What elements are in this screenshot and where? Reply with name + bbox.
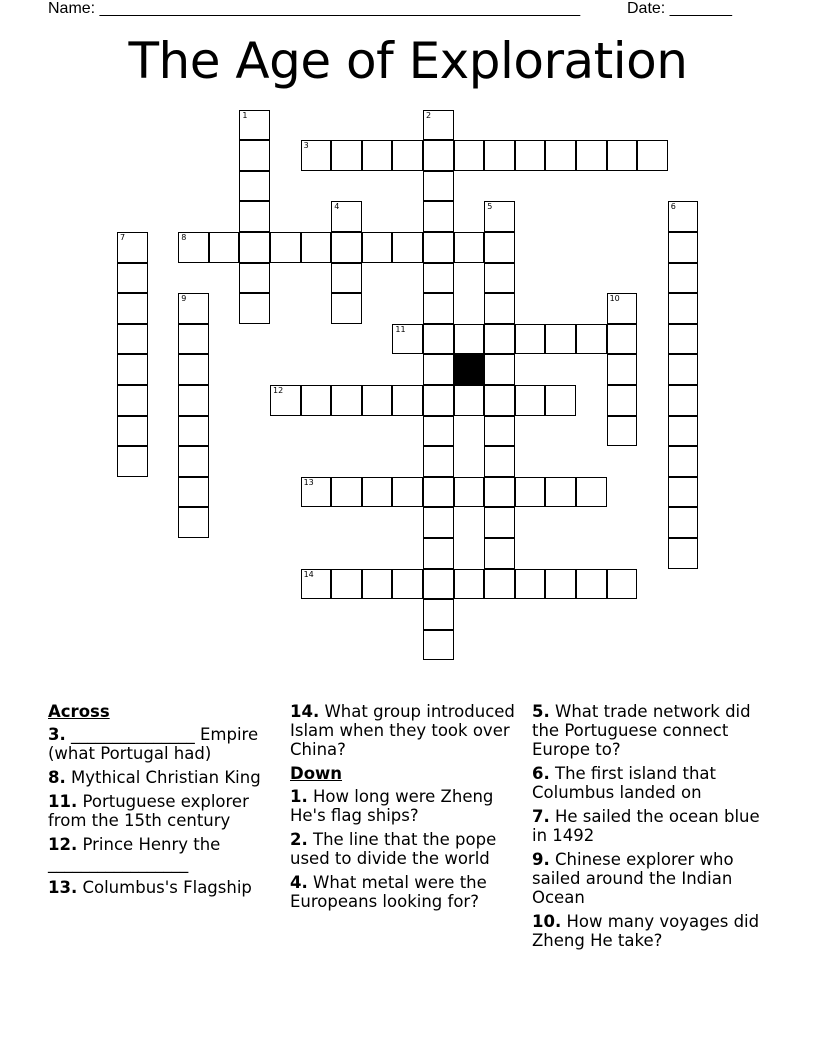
clue-column-1 <box>48 702 280 902</box>
grid-cell[interactable] <box>331 201 362 232</box>
grid-cell[interactable] <box>331 140 362 171</box>
clue-number: 2 <box>426 110 432 120</box>
clue-column-3 <box>532 702 764 955</box>
grid-cell[interactable] <box>301 385 332 416</box>
grid-cell[interactable] <box>362 569 393 600</box>
grid-cell[interactable] <box>178 446 209 477</box>
down-clue: 6. The first island that Columbus landed on <box>532 764 716 802</box>
clue-number: 3 <box>303 141 309 151</box>
grid-cell[interactable] <box>484 354 515 385</box>
grid-cell[interactable] <box>423 477 454 508</box>
down-clue: 1. How long were Zheng He's flag ships? <box>290 787 494 825</box>
grid-cell[interactable] <box>239 201 270 232</box>
grid-cell[interactable] <box>423 293 454 324</box>
down-clue: 9. Chinese explorer who sailed around the Indian Ocean <box>532 850 734 907</box>
across-clue: 11. Portuguese explorer from the 15th century <box>48 792 249 830</box>
grid-cell[interactable] <box>668 477 699 508</box>
grid-cell[interactable] <box>362 385 393 416</box>
grid-cell[interactable] <box>331 569 362 600</box>
grid-cell[interactable] <box>270 385 301 416</box>
grid-cell[interactable] <box>423 446 454 477</box>
grid-cell[interactable] <box>178 416 209 447</box>
grid-cell[interactable] <box>484 263 515 294</box>
clue-number: 9 <box>181 294 187 304</box>
clue-column-2 <box>290 702 522 916</box>
grid-cell[interactable] <box>423 171 454 202</box>
across-clue: 3. _______________ Empire (what Portugal had) <box>48 725 259 763</box>
grid-cell[interactable] <box>362 232 393 263</box>
grid-cell[interactable] <box>454 324 485 355</box>
grid-cell[interactable] <box>423 354 454 385</box>
grid-cell[interactable] <box>423 385 454 416</box>
grid-cell[interactable] <box>576 477 607 508</box>
grid-cell[interactable] <box>668 293 699 324</box>
grid-cell[interactable] <box>301 477 332 508</box>
across-clue: 12. Prince Henry the _________________ <box>48 835 221 873</box>
grid-cell[interactable] <box>239 110 270 141</box>
grid-cell[interactable] <box>454 140 485 171</box>
grid-cell[interactable] <box>178 385 209 416</box>
grid-cell[interactable] <box>423 263 454 294</box>
grid-cell[interactable] <box>484 293 515 324</box>
grid-cell[interactable] <box>576 324 607 355</box>
down-clue: 2. The line that the pope used to divide the world <box>290 830 497 868</box>
down-clue: 4. What metal were the Europeans looking for? <box>290 873 487 911</box>
grid-cell[interactable] <box>545 477 576 508</box>
grid-cell[interactable] <box>331 293 362 324</box>
grid-cell[interactable] <box>607 293 638 324</box>
black-square <box>454 354 485 385</box>
clue-number: 7 <box>120 233 126 242</box>
clue-number: 5 <box>487 202 493 212</box>
clue-number: 10 <box>609 294 620 304</box>
across-heading: Across <box>48 702 110 721</box>
grid-cell[interactable] <box>515 385 546 416</box>
grid-cell[interactable] <box>178 507 209 538</box>
grid-cell[interactable] <box>545 324 576 355</box>
grid-cell[interactable] <box>515 140 546 171</box>
grid-cell[interactable] <box>607 416 638 447</box>
grid-cell[interactable] <box>515 477 546 508</box>
grid-cell[interactable] <box>117 416 148 447</box>
grid-cell[interactable] <box>484 538 515 569</box>
grid-cell[interactable] <box>454 385 485 416</box>
grid-cell[interactable] <box>117 293 148 324</box>
grid-cell[interactable] <box>301 569 332 600</box>
grid-cell[interactable] <box>576 569 607 600</box>
grid-cell[interactable] <box>607 354 638 385</box>
grid-cell[interactable] <box>423 416 454 447</box>
grid-cell[interactable] <box>392 477 423 508</box>
grid-cell[interactable] <box>607 385 638 416</box>
across-clue: 13. Columbus's Flagship <box>48 878 252 897</box>
grid-cell[interactable] <box>668 263 699 294</box>
grid-cell[interactable] <box>392 232 423 263</box>
grid-cell[interactable] <box>117 324 148 355</box>
grid-cell[interactable] <box>484 232 515 263</box>
grid-cell[interactable] <box>331 232 362 263</box>
grid-cell[interactable] <box>484 140 515 171</box>
grid-cell[interactable] <box>423 507 454 538</box>
clue-number: 4 <box>334 202 340 212</box>
grid-cell[interactable] <box>668 416 699 447</box>
grid-cell[interactable] <box>545 385 576 416</box>
grid-cell[interactable] <box>392 385 423 416</box>
clue-number: 13 <box>303 477 314 487</box>
grid-cell[interactable] <box>362 140 393 171</box>
grid-cell[interactable] <box>239 232 270 263</box>
grid-cell[interactable] <box>301 232 332 263</box>
grid-cell[interactable] <box>423 232 454 263</box>
grid-cell[interactable] <box>484 477 515 508</box>
grid-cell[interactable] <box>576 140 607 171</box>
grid-cell[interactable] <box>454 232 485 263</box>
grid-cell[interactable] <box>331 263 362 294</box>
grid-cell[interactable] <box>362 477 393 508</box>
grid-cell[interactable] <box>484 446 515 477</box>
grid-cell[interactable] <box>239 171 270 202</box>
grid-cell[interactable] <box>423 324 454 355</box>
down-heading: Down <box>290 764 343 783</box>
grid-cell[interactable] <box>515 569 546 600</box>
grid-cell[interactable] <box>545 140 576 171</box>
clue-number: 1 <box>242 110 248 120</box>
page-title: The Age of Exploration <box>128 32 688 90</box>
grid-cell[interactable] <box>178 324 209 355</box>
grid-cell[interactable] <box>239 263 270 294</box>
grid-cell[interactable] <box>484 385 515 416</box>
grid-cell[interactable] <box>668 538 699 569</box>
grid-cell[interactable] <box>454 477 485 508</box>
grid-cell[interactable] <box>484 324 515 355</box>
grid-cell[interactable] <box>117 446 148 477</box>
grid-cell[interactable] <box>117 385 148 416</box>
grid-cell[interactable] <box>668 354 699 385</box>
grid-cell[interactable] <box>178 477 209 508</box>
grid-cell[interactable] <box>423 201 454 232</box>
grid-cell[interactable] <box>331 477 362 508</box>
down-clue: 10. How many voyages did Zheng He take? <box>532 912 760 950</box>
grid-cell[interactable] <box>392 324 423 355</box>
clue-number: 6 <box>670 202 676 212</box>
grid-cell[interactable] <box>423 569 454 600</box>
grid-cell[interactable] <box>484 416 515 447</box>
grid-cell[interactable] <box>668 324 699 355</box>
grid-cell[interactable] <box>637 140 668 171</box>
grid-cell[interactable] <box>668 385 699 416</box>
grid-cell[interactable] <box>668 201 699 232</box>
down-clue: 5. What trade network did the Portuguese connect Europe to? <box>532 702 751 759</box>
grid-cell[interactable] <box>117 263 148 294</box>
grid-cell[interactable] <box>239 140 270 171</box>
grid-cell[interactable] <box>607 140 638 171</box>
grid-cell[interactable] <box>209 232 240 263</box>
grid-cell[interactable] <box>607 569 638 600</box>
grid-cell[interactable] <box>515 324 546 355</box>
grid-cell[interactable] <box>331 385 362 416</box>
grid-cell[interactable] <box>392 140 423 171</box>
grid-cell[interactable] <box>270 232 301 263</box>
grid-cell[interactable] <box>668 507 699 538</box>
clue-number: 11 <box>395 324 406 334</box>
clue-number: 14 <box>303 569 314 579</box>
grid-cell[interactable] <box>423 110 454 141</box>
grid-cell[interactable] <box>607 324 638 355</box>
clue-number: 8 <box>181 233 187 242</box>
grid-cell[interactable] <box>545 569 576 600</box>
grid-cell[interactable] <box>423 630 454 661</box>
grid-cell[interactable] <box>178 232 209 263</box>
grid-cell[interactable] <box>239 293 270 324</box>
across-clue: 8. Mythical Christian King <box>48 768 261 787</box>
grid-cell[interactable] <box>484 569 515 600</box>
grid-cell[interactable] <box>454 569 485 600</box>
grid-cell[interactable] <box>484 507 515 538</box>
clue-number: 12 <box>273 386 284 395</box>
grid-cell[interactable] <box>301 140 332 171</box>
grid-cell[interactable] <box>392 569 423 600</box>
grid-cell[interactable] <box>668 232 699 263</box>
grid-cell[interactable] <box>484 201 515 232</box>
grid-cell[interactable] <box>423 538 454 569</box>
grid-cell[interactable] <box>117 232 148 263</box>
date-field-label[interactable]: Date: _______ <box>627 0 732 17</box>
across-clue: 14. What group introduced Islam when they took over China? <box>290 702 515 759</box>
grid-cell[interactable] <box>178 293 209 324</box>
down-clue: 7. He sailed the ocean blue in 1492 <box>532 807 760 845</box>
grid-cell[interactable] <box>178 354 209 385</box>
name-field-label[interactable]: Name: ______________________________________________________ <box>48 0 581 17</box>
grid-cell[interactable] <box>117 354 148 385</box>
grid-cell[interactable] <box>668 446 699 477</box>
grid-cell[interactable] <box>423 140 454 171</box>
grid-cell[interactable] <box>423 599 454 630</box>
